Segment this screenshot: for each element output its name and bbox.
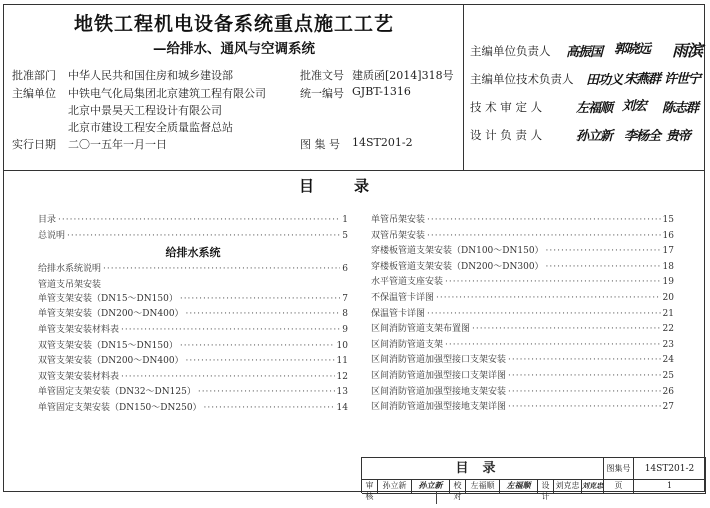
approval-doc-label: 批准文号 [300,69,344,82]
toc-entry[interactable] [371,260,674,276]
signature: 左福顺 [576,101,613,116]
toc-entry-page: 23 [662,339,674,350]
title-block-atlas-no: 14ST201-2 [634,458,706,480]
signature: 刘宏 [622,99,647,114]
toc-entry[interactable] [371,338,674,354]
toc-entry-page: 22 [662,324,674,335]
toc-entry-label: 区间消防管道加强型接地支架详图 [371,402,507,413]
drawing-sheet [3,4,705,501]
toc-leader-dots [180,292,340,308]
signature: 郭晓远 [614,42,651,57]
signature: 贵帝 [666,129,691,144]
atlas-subtitle: —给排水、通风与空调系统 [153,41,315,57]
toc-leader-dots [508,353,661,369]
toc-entry-label: 双管支架安装（DN15～DN150） [38,340,178,351]
toc-entry-page: 20 [662,292,674,303]
signature: 孙立新 [576,129,613,144]
toc-subheading: 管道支吊架安装 [38,279,102,290]
toc-leader-dots [508,369,661,385]
toc-leader-dots [436,291,661,307]
toc-entry-page: 26 [662,386,674,397]
unified-no: GJBT-1316 [352,85,411,98]
toc-leader-dots [508,385,661,401]
toc-title: 目录 [298,177,409,195]
toc-leader-dots [427,213,661,229]
toc-entry-label: 保温管卡详图 [371,308,426,319]
toc-entry-label: 给排水系统说明 [38,264,102,275]
toc-entry-page: 10 [336,340,348,351]
approver-role: 技 术 审 定 人 [470,100,543,114]
toc-entry-page: 13 [336,387,348,398]
design-signature: 刘克忠 [582,480,604,494]
toc-entry[interactable] [38,292,348,308]
toc-entry-label: 目录 [38,215,57,225]
toc-entry-label: 不保温管卡详图 [371,292,435,303]
cover-header-left [4,5,464,170]
title-block-title: 目录 [362,458,604,480]
editor-unit-1: 中铁电气化局集团北京建筑工程有限公司 [68,87,266,100]
title-block-atlas-label: 图集号 [604,458,634,480]
toc-leader-dots [427,307,661,323]
approval-doc: 建质函[2014]318号 [352,69,454,82]
signature: 陈志群 [662,101,699,116]
toc-leader-dots [121,370,335,386]
toc-entry-label: 水平管道支座安装 [371,277,444,288]
design-label: 设计 [538,480,554,494]
toc-entry[interactable] [371,275,674,291]
review-signature: 孙立新 [412,480,450,494]
approver-role: 设 计 负 责 人 [470,128,543,142]
toc-section-heading: 给排水系统 [165,246,221,260]
toc-entry[interactable] [38,370,348,386]
toc-entry-page: 25 [662,370,674,381]
toc-entry-page: 12 [336,371,348,382]
signature: 田功义 [586,73,623,88]
toc-leader-dots [186,354,335,370]
toc-leader-dots [204,401,335,417]
review-name: 孙立新 [378,480,412,494]
toc-entry[interactable] [371,353,674,369]
toc-entry-label: 穿楼板管道支架安装（DN100～DN150） [371,246,544,257]
toc-entry-page: 7 [342,293,348,304]
toc-entry[interactable] [371,400,674,416]
editor-unit-2: 北京中景昊天工程设计有限公司 [68,104,222,117]
toc-entry[interactable] [371,244,674,260]
toc-entry-page: 1 [342,215,348,225]
toc-leader-dots [445,338,661,354]
toc-right-column [371,213,674,416]
toc-entry[interactable] [38,401,348,417]
toc-entry-page: 15 [662,215,674,225]
toc-entry-page: 8 [342,309,348,320]
toc-entry[interactable] [371,369,674,385]
impl-date-label: 实行日期 [12,138,56,151]
toc-entry-label: 单管固定支架安装（DN32～DN125） [38,387,196,398]
toc-left-column [38,213,348,417]
atlas-title: 地铁工程机电设备系统重点施工工艺 [74,13,395,35]
toc-leader-dots [546,244,661,260]
approver-role: 主编单位技术负责人 [470,72,574,86]
toc-entry-label: 单管固定支架安装（DN150～DN250） [38,402,202,413]
toc-leader-dots [427,229,661,245]
approval-dept: 中华人民共和国住房和城乡建设部 [68,69,233,82]
toc-entry-page: 16 [662,230,674,241]
toc-entry[interactable] [38,229,348,245]
title-block [361,457,706,501]
toc-entry-page: 5 [342,230,348,241]
toc-leader-dots [58,213,340,229]
review-label: 审核 [362,480,378,494]
toc-entry-label: 双管吊架安装 [371,230,426,241]
toc-entry-page: 9 [342,324,348,335]
signature: 雨滨 [672,41,703,60]
toc-entry[interactable] [38,385,348,401]
toc-entry-page: 19 [662,277,674,288]
signature: 许世宁 [664,72,701,87]
toc-leader-dots [198,385,335,401]
toc-entry-label: 区间消防管道加强型接地支架安装 [371,386,507,397]
impl-date: 二〇一五年一月一日 [68,138,167,151]
toc-entry-label: 区间消防管道支架 [371,339,444,350]
toc-entry[interactable] [38,262,348,278]
toc-entry[interactable] [371,322,674,338]
toc-entry[interactable] [371,385,674,401]
toc-entry-label: 穿楼板管道支架安装（DN200～DN300） [371,261,544,272]
atlas-no: 14ST201-2 [352,136,413,149]
approval-dept-label: 批准部门 [12,69,56,82]
toc-entry-label: 双管支架安装（DN200～DN400） [38,356,184,367]
toc-entry[interactable] [371,213,674,229]
toc-entry[interactable] [371,291,674,307]
toc-entry-label: 总说明 [38,230,66,241]
binding-mark [436,492,437,504]
toc-leader-dots [508,400,661,416]
editor-unit-3: 北京市建设工程安全质量监督总站 [68,121,233,134]
signature: 李杨全 [624,129,661,144]
toc-leader-dots [472,322,661,338]
toc-entry-label: 单管支架安装（DN15～DN150） [38,293,178,304]
check-signature: 左福顺 [500,480,538,494]
toc-entry-label: 区间消防管道加强型接口支架详图 [371,370,507,381]
toc-leader-dots [67,229,340,245]
toc-entry-page: 21 [662,308,674,319]
toc-entry[interactable] [371,307,674,323]
toc-entry[interactable] [38,354,348,370]
atlas-no-label: 图 集 号 [300,138,340,151]
toc-entry-label: 单管支架安装（DN200～DN400） [38,309,184,320]
toc-entry-page: 11 [336,356,348,367]
toc-entry[interactable] [38,339,348,355]
toc-leader-dots [180,339,335,355]
title-block-page-no: 1 [634,480,706,494]
unified-no-label: 统一编号 [300,87,344,100]
toc-leader-dots [121,323,340,339]
toc-entry[interactable] [38,213,348,229]
toc-entry-label: 单管支架安装材料表 [38,324,120,335]
signature: 高振国 [566,45,603,60]
editor-unit-label: 主编单位 [12,87,56,100]
toc-entry[interactable] [38,323,348,339]
toc-entry-label: 单管吊架安装 [371,215,426,225]
toc-entry-label: 区间消防管道加强型接口支架安装 [371,355,507,366]
toc-entry-page: 6 [342,264,348,275]
cover-header [4,5,704,171]
toc-entry[interactable] [38,307,348,323]
toc-entry[interactable] [371,229,674,245]
check-label: 校对 [450,480,466,494]
toc-leader-dots [186,307,341,323]
toc-entry-page: 18 [662,261,674,272]
toc-entry-page: 17 [662,246,674,257]
toc-entry-label: 区间消防管道支架布置图 [371,324,471,335]
toc-leader-dots [445,275,661,291]
toc-entry-page: 14 [336,402,348,413]
toc-entry-page: 27 [662,402,674,413]
toc-leader-dots [546,260,661,276]
toc-entry-label: 双管支架安装材料表 [38,371,120,382]
signature: 宋燕群 [624,72,661,87]
check-name: 左福顺 [466,480,500,494]
toc-entry-page: 24 [662,355,674,366]
title-block-page-label: 页 [604,480,634,494]
approver-role: 主编单位负责人 [470,44,551,58]
toc-leader-dots [103,262,340,278]
design-name: 刘克忠 [554,480,582,494]
